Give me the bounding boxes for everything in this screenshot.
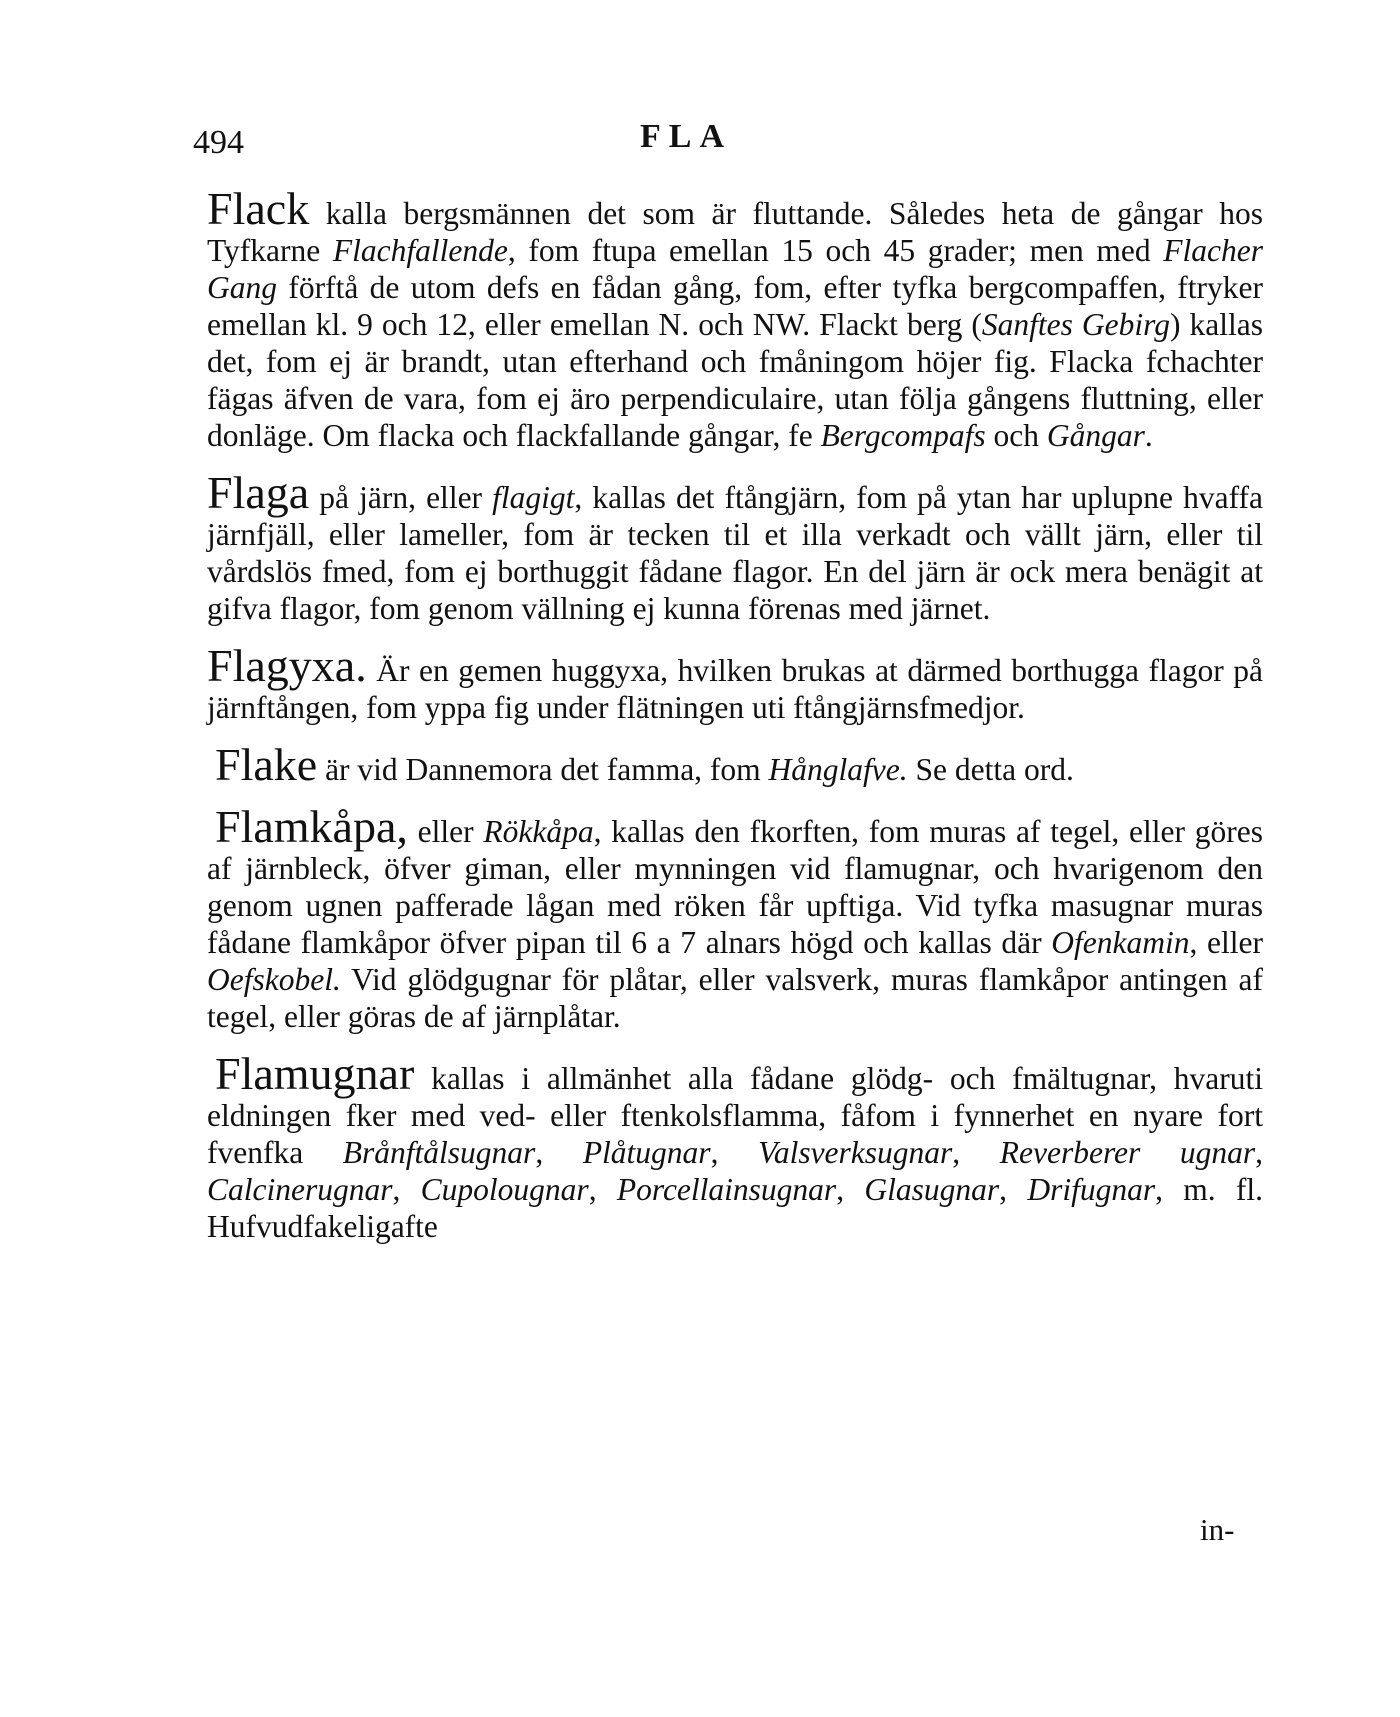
italic-term: flagigt <box>492 480 575 515</box>
italic-term: Reverberer ugnar <box>999 1135 1256 1170</box>
entry-text: , <box>535 1135 583 1170</box>
italic-term: Ofenkamin <box>1051 925 1190 960</box>
entry-text: , m. fl. Hufvudfakeligafte <box>207 1172 1264 1244</box>
entry-text: . <box>1144 418 1153 453</box>
italic-term: Drifugnar <box>1027 1172 1156 1207</box>
entry-flack <box>207 183 1264 454</box>
italic-term: Plåtugnar <box>582 1135 711 1170</box>
italic-term: Brånftålsugnar <box>342 1135 536 1170</box>
entry-text: Är en gemen huggyxa, hvilken brukas at därmed borthugga flagor på järnftången, fom yppa fig under flätningen uti ftångjärnsfmedjor. <box>207 653 1263 725</box>
entry-text: , fom ftupa emellan 15 och 45 grader; men med <box>507 233 1164 268</box>
italic-term: Flachfallende <box>332 233 508 268</box>
entry-text: , kallas det ftångjärn, fom på ytan har uplupne hvaffa järnfjäll, eller lameller, fom är tecken til et illa verkadt och vällt järn, eller til vårdslös fmed, fom ej borthuggit fådane flagor. En del järn är ock mera benägit at gifva flagor, fom genom vällning ej kunna förenas med järnet. <box>207 480 1263 626</box>
headword: Flagyxa. <box>207 640 367 691</box>
headword: Flaga <box>207 467 310 518</box>
entry-text: , <box>952 1135 1000 1170</box>
italic-term: Flacher Gang <box>207 233 1264 305</box>
entry-text: kallas i allmänhet alla fådane glödg- och fmältugnar, hvaruti eldningen fker med ved- eller ftenkolsflamma, fåfom i fynnerhet en nyare fort fvenfka <box>207 1061 1263 1170</box>
entry-flagyxa <box>207 640 1263 726</box>
entry-text: är vid Dannemora det famma, fom <box>317 752 769 787</box>
entry-text: Se detta ord. <box>907 752 1074 787</box>
entry-text: förftå de utom defs en fådan gång, fom, efter tyfka bergcompaffen, ftryker emellan kl. 9 och 12, eller emellan N. och NW. Flackt berg ( <box>207 270 1263 342</box>
entry-flaga <box>207 467 1263 627</box>
entry-text: , <box>392 1172 421 1207</box>
entry-text: , <box>710 1135 759 1170</box>
entry-text: kalla bergsmännen det som är fluttande. Således heta de gångar hos Tyfkarne <box>207 196 1263 268</box>
entry-text: , <box>999 1172 1028 1207</box>
cross-reference: Bergcompafs <box>820 418 986 453</box>
running-head: FLA <box>640 118 732 155</box>
entry-flake <box>207 739 1263 790</box>
cross-reference: Gångar <box>1046 418 1145 453</box>
italic-term: Cupolougnar <box>420 1172 589 1207</box>
italic-term: Porcellainsugnar <box>616 1172 837 1207</box>
entry-text: och <box>985 418 1047 453</box>
entry-text: på järn, eller <box>309 480 493 515</box>
entry-text: eller <box>407 814 484 849</box>
entry-text: , <box>836 1172 865 1207</box>
catchword: in- <box>1200 1512 1235 1547</box>
italic-term: Oefskobel. <box>207 962 341 997</box>
headword: Flake <box>215 739 318 790</box>
entry-text: , <box>588 1172 617 1207</box>
headword: Flamkåpa, <box>215 801 408 852</box>
entry-text: Vid glödgugnar för plåtar, eller valsverk, muras flamkåpor antingen af tegel, eller göras de af järnplåtar. <box>207 962 1263 1034</box>
headword: Flamugnar <box>215 1048 415 1099</box>
entry-text: , <box>1255 1135 1264 1170</box>
italic-term: Glasugnar <box>864 1172 1000 1207</box>
entry-text: , kallas den fkorften, fom muras af tegel, eller göres af järnbleck, öfver giman, eller mynningen vid flamugnar, och hvarigenom den genom ugnen pafferade lågan med röken får upftiga. Vid tyfka masugnar muras fådane flamkåpor öfver pipan til 6 a 7 alnars högd och kallas där <box>207 814 1263 960</box>
entry-text: , eller <box>1189 925 1263 960</box>
entry-flamugnar <box>207 1048 1264 1245</box>
dictionary-body <box>207 183 1264 1265</box>
entry-text: ) kallas det, fom ej är brandt, utan efterhand och fmåningom höjer fig. Flacka fchachter fägas äfven de vara, fom ej äro perpendiculaire, utan följa gångens fluttning, eller donläge. Om flacka och flackfallande gångar, fe <box>207 307 1264 453</box>
cross-reference: Hånglafve. <box>768 752 908 787</box>
italic-term: Rökkåpa <box>483 814 594 849</box>
italic-term: Valsverksugnar <box>758 1135 953 1170</box>
page-number: 494 <box>193 124 244 161</box>
entry-flamkapa <box>207 801 1263 1035</box>
headword: Flack <box>207 183 310 234</box>
italic-term: Sanftes Gebirg <box>981 307 1171 342</box>
italic-term: Calcinerugnar <box>207 1172 393 1207</box>
